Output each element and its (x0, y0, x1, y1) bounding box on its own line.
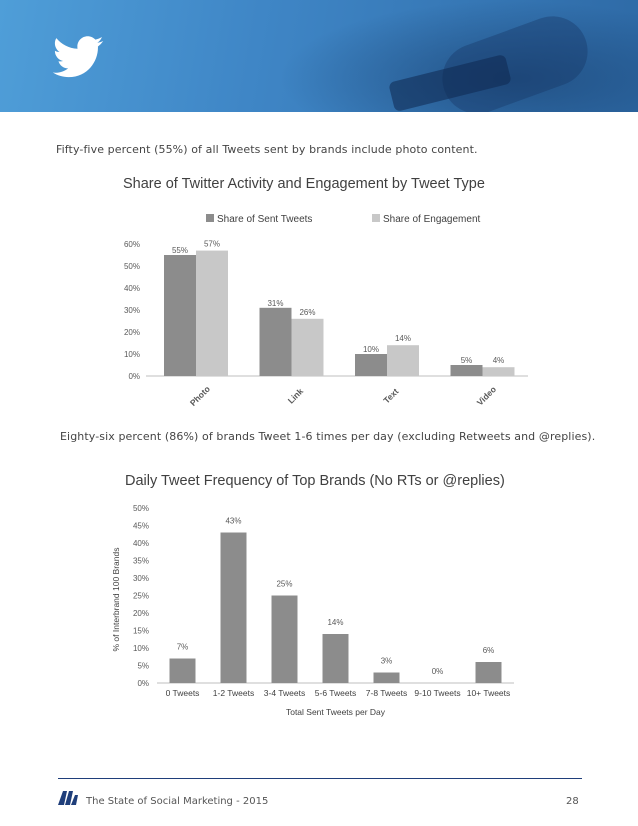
y-tick-label: 60% (123, 240, 140, 249)
y-tick-label: 20% (132, 609, 149, 618)
legend-swatch (372, 214, 380, 222)
data-label: 55% (171, 246, 189, 255)
data-label: 3% (380, 656, 393, 666)
data-label: 4% (492, 356, 505, 366)
y-tick-label: 45% (132, 521, 149, 531)
x-tick-label: 1-2 Tweets (212, 688, 255, 698)
y-tick-label: 30% (123, 306, 140, 315)
bar-sent (451, 365, 483, 376)
y-tick-label: 15% (132, 626, 149, 636)
frequency-bar (476, 662, 502, 683)
footer-title: The State of Social Marketing - 2015 (86, 796, 269, 807)
y-tick-label: 25% (132, 591, 149, 601)
x-tick-label: Link (285, 386, 306, 406)
y-axis-title: % of Interbrand 100 Brands (111, 547, 121, 652)
frequency-bar (170, 659, 196, 684)
tweet-frequency-chart (0, 500, 638, 730)
data-label: 5% (460, 356, 473, 365)
data-label: 14% (394, 334, 412, 344)
x-tick-label: 10+ Tweets (466, 688, 511, 698)
chart1-title: Share of Twitter Activity and Engagement by Tweet Type (123, 176, 485, 192)
bar-engagement (387, 345, 419, 376)
y-tick-label: 0% (137, 679, 149, 688)
data-label: 10% (362, 345, 380, 354)
frequency-bar (221, 533, 247, 684)
page-number: 28 (566, 796, 579, 807)
y-tick-label: 0% (128, 372, 140, 381)
x-tick-label: 9-10 Tweets (414, 688, 461, 698)
y-tick-label: 5% (137, 661, 149, 671)
legend-swatch (206, 214, 214, 222)
legend-label: Share of Sent Tweets (217, 214, 313, 225)
frequency-bar (323, 634, 349, 683)
bar-sent (164, 255, 196, 376)
photo-content-caption: Fifty-five percent (55%) of all Tweets sent by brands include photo content. (56, 143, 478, 156)
frequency-bar (374, 673, 400, 684)
simply-measured-logo-icon (58, 791, 78, 805)
y-tick-label: 50% (132, 504, 149, 513)
data-label: 57% (203, 239, 221, 249)
bar-sent (260, 308, 292, 376)
footer-divider (58, 778, 582, 779)
chart2-title: Daily Tweet Frequency of Top Brands (No RTs or @replies) (125, 473, 505, 489)
bar-engagement (483, 367, 515, 376)
x-tick-label: 0 Tweets (165, 688, 200, 698)
x-tick-label: Text (381, 386, 401, 406)
data-label: 25% (276, 579, 293, 589)
data-label: 14% (327, 618, 344, 627)
y-tick-label: 35% (132, 556, 149, 566)
bar-engagement (292, 319, 324, 376)
y-tick-label: 30% (132, 574, 149, 583)
data-label: 6% (482, 646, 495, 655)
tweet-type-chart (0, 200, 638, 430)
y-tick-label: 20% (123, 328, 140, 337)
y-tick-label: 40% (132, 539, 149, 548)
header-banner (0, 0, 638, 112)
x-tick-label: 7-8 Tweets (365, 688, 408, 698)
x-tick-label: Photo (187, 383, 212, 408)
frequency-bar (272, 596, 298, 684)
y-tick-label: 40% (123, 284, 140, 293)
data-label: 0% (431, 667, 444, 676)
x-axis-title: Total Sent Tweets per Day (285, 707, 386, 717)
y-tick-label: 10% (132, 644, 149, 653)
y-tick-label: 10% (123, 350, 140, 359)
frequency-caption: Eighty-six percent (86%) of brands Tweet 1-6 times per day (excluding Retweets and @replies). (60, 430, 596, 443)
x-tick-label: Video (474, 384, 499, 408)
bar-engagement (196, 251, 228, 376)
data-label: 43% (225, 516, 242, 526)
x-tick-label: 5-6 Tweets (314, 688, 357, 698)
data-label: 31% (267, 298, 284, 308)
bar-sent (355, 354, 387, 376)
legend-label: Share of Engagement (383, 214, 481, 225)
twitter-bird-icon (52, 36, 104, 78)
data-label: 26% (299, 307, 316, 317)
data-label: 7% (176, 642, 189, 652)
y-tick-label: 50% (123, 262, 140, 271)
x-tick-label: 3-4 Tweets (263, 688, 306, 698)
